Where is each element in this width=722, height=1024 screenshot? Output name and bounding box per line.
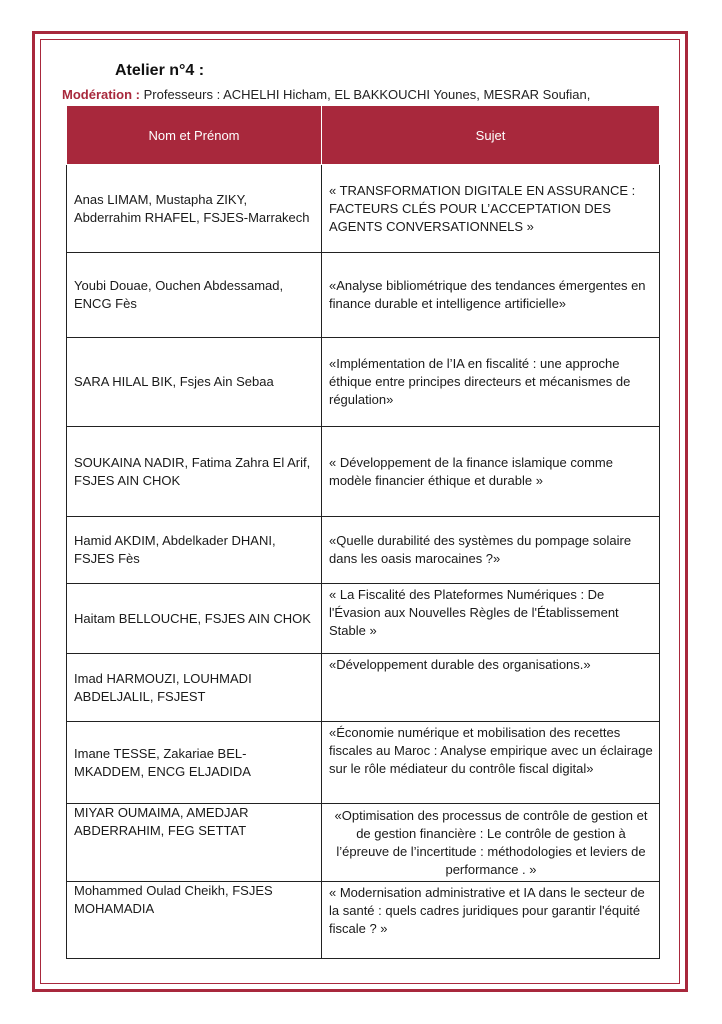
moderation-label: Modération : <box>62 87 140 102</box>
subject-cell: «Optimisation des processus de contrôle de gestion et de gestion financière : Le contrôle de gestion à l’épreuve de l’incertitude : méthodologies et leviers de performance . » <box>322 804 660 882</box>
table-row <box>67 584 660 654</box>
table-header-row <box>67 106 660 165</box>
author-cell: Youbi Douae, Ouchen Abdessamad, ENCG Fès <box>67 253 322 338</box>
moderation-text: Professeurs : ACHELHI Hicham, EL BAKKOUCHI Younes, MESRAR Soufian, <box>140 87 591 102</box>
author-cell: Anas LIMAM, Mustapha ZIKY, Abderrahim RHAFEL, FSJES-Marrakech <box>67 165 322 253</box>
table-row <box>67 804 660 882</box>
table-row <box>67 427 660 517</box>
moderation-line <box>62 87 590 102</box>
table-row <box>67 882 660 959</box>
subject-cell: «Analyse bibliométrique des tendances émergentes en finance durable et intelligence artificielle» <box>322 253 660 338</box>
table-row <box>67 253 660 338</box>
table-row <box>67 517 660 584</box>
subject-cell: « Modernisation administrative et IA dans le secteur de la santé : quels cadres juridiques pour garantir l'équité fiscale ? » <box>322 882 660 959</box>
subject-cell: « TRANSFORMATION DIGITALE EN ASSURANCE : FACTEURS CLÉS POUR L’ACCEPTATION DES AGENTS CONVERSATIONNELS » <box>322 165 660 253</box>
table-row <box>67 722 660 804</box>
author-cell: Imane TESSE, Zakariae BEL-MKADDEM, ENCG ELJADIDA <box>67 722 322 804</box>
author-cell: Haitam BELLOUCHE, FSJES AIN CHOK <box>67 584 322 654</box>
subject-cell: «Économie numérique et mobilisation des recettes fiscales au Maroc : Analyse empirique avec un éclairage sur le rôle médiateur du contrôle fiscal digital» <box>322 722 660 804</box>
subject-cell: «Implémentation de l’IA en fiscalité : une approche éthique entre principes directeurs et mécanismes de régulation» <box>322 338 660 427</box>
table-row <box>67 654 660 722</box>
subject-cell: «Développement durable des organisations.» <box>322 654 660 722</box>
author-cell: Imad HARMOUZI, LOUHMADI ABDELJALIL, FSJEST <box>67 654 322 722</box>
author-cell: MIYAR OUMAIMA, AMEDJAR ABDERRAHIM, FEG SETTAT <box>67 804 322 882</box>
author-cell: Hamid AKDIM, Abdelkader DHANI, FSJES Fès <box>67 517 322 584</box>
header-name: Nom et Prénom <box>67 106 322 165</box>
table-row <box>67 165 660 253</box>
author-cell: SOUKAINA NADIR, Fatima Zahra El Arif, FSJES AIN CHOK <box>67 427 322 517</box>
table-row <box>67 338 660 427</box>
author-cell: SARA HILAL BIK, Fsjes Ain Sebaa <box>67 338 322 427</box>
subject-cell: « La Fiscalité des Plateformes Numériques : De l'Évasion aux Nouvelles Règles de l'Établissement Stable » <box>322 584 660 654</box>
sessions-table <box>66 105 660 959</box>
subject-cell: «Quelle durabilité des systèmes du pompage solaire dans les oasis marocaines ?» <box>322 517 660 584</box>
header-subject: Sujet <box>322 106 660 165</box>
author-cell: Mohammed Oulad Cheikh, FSJES MOHAMADIA <box>67 882 322 959</box>
atelier-title: Atelier n°4 : <box>115 62 205 79</box>
subject-cell: « Développement de la finance islamique comme modèle financier éthique et durable » <box>322 427 660 517</box>
